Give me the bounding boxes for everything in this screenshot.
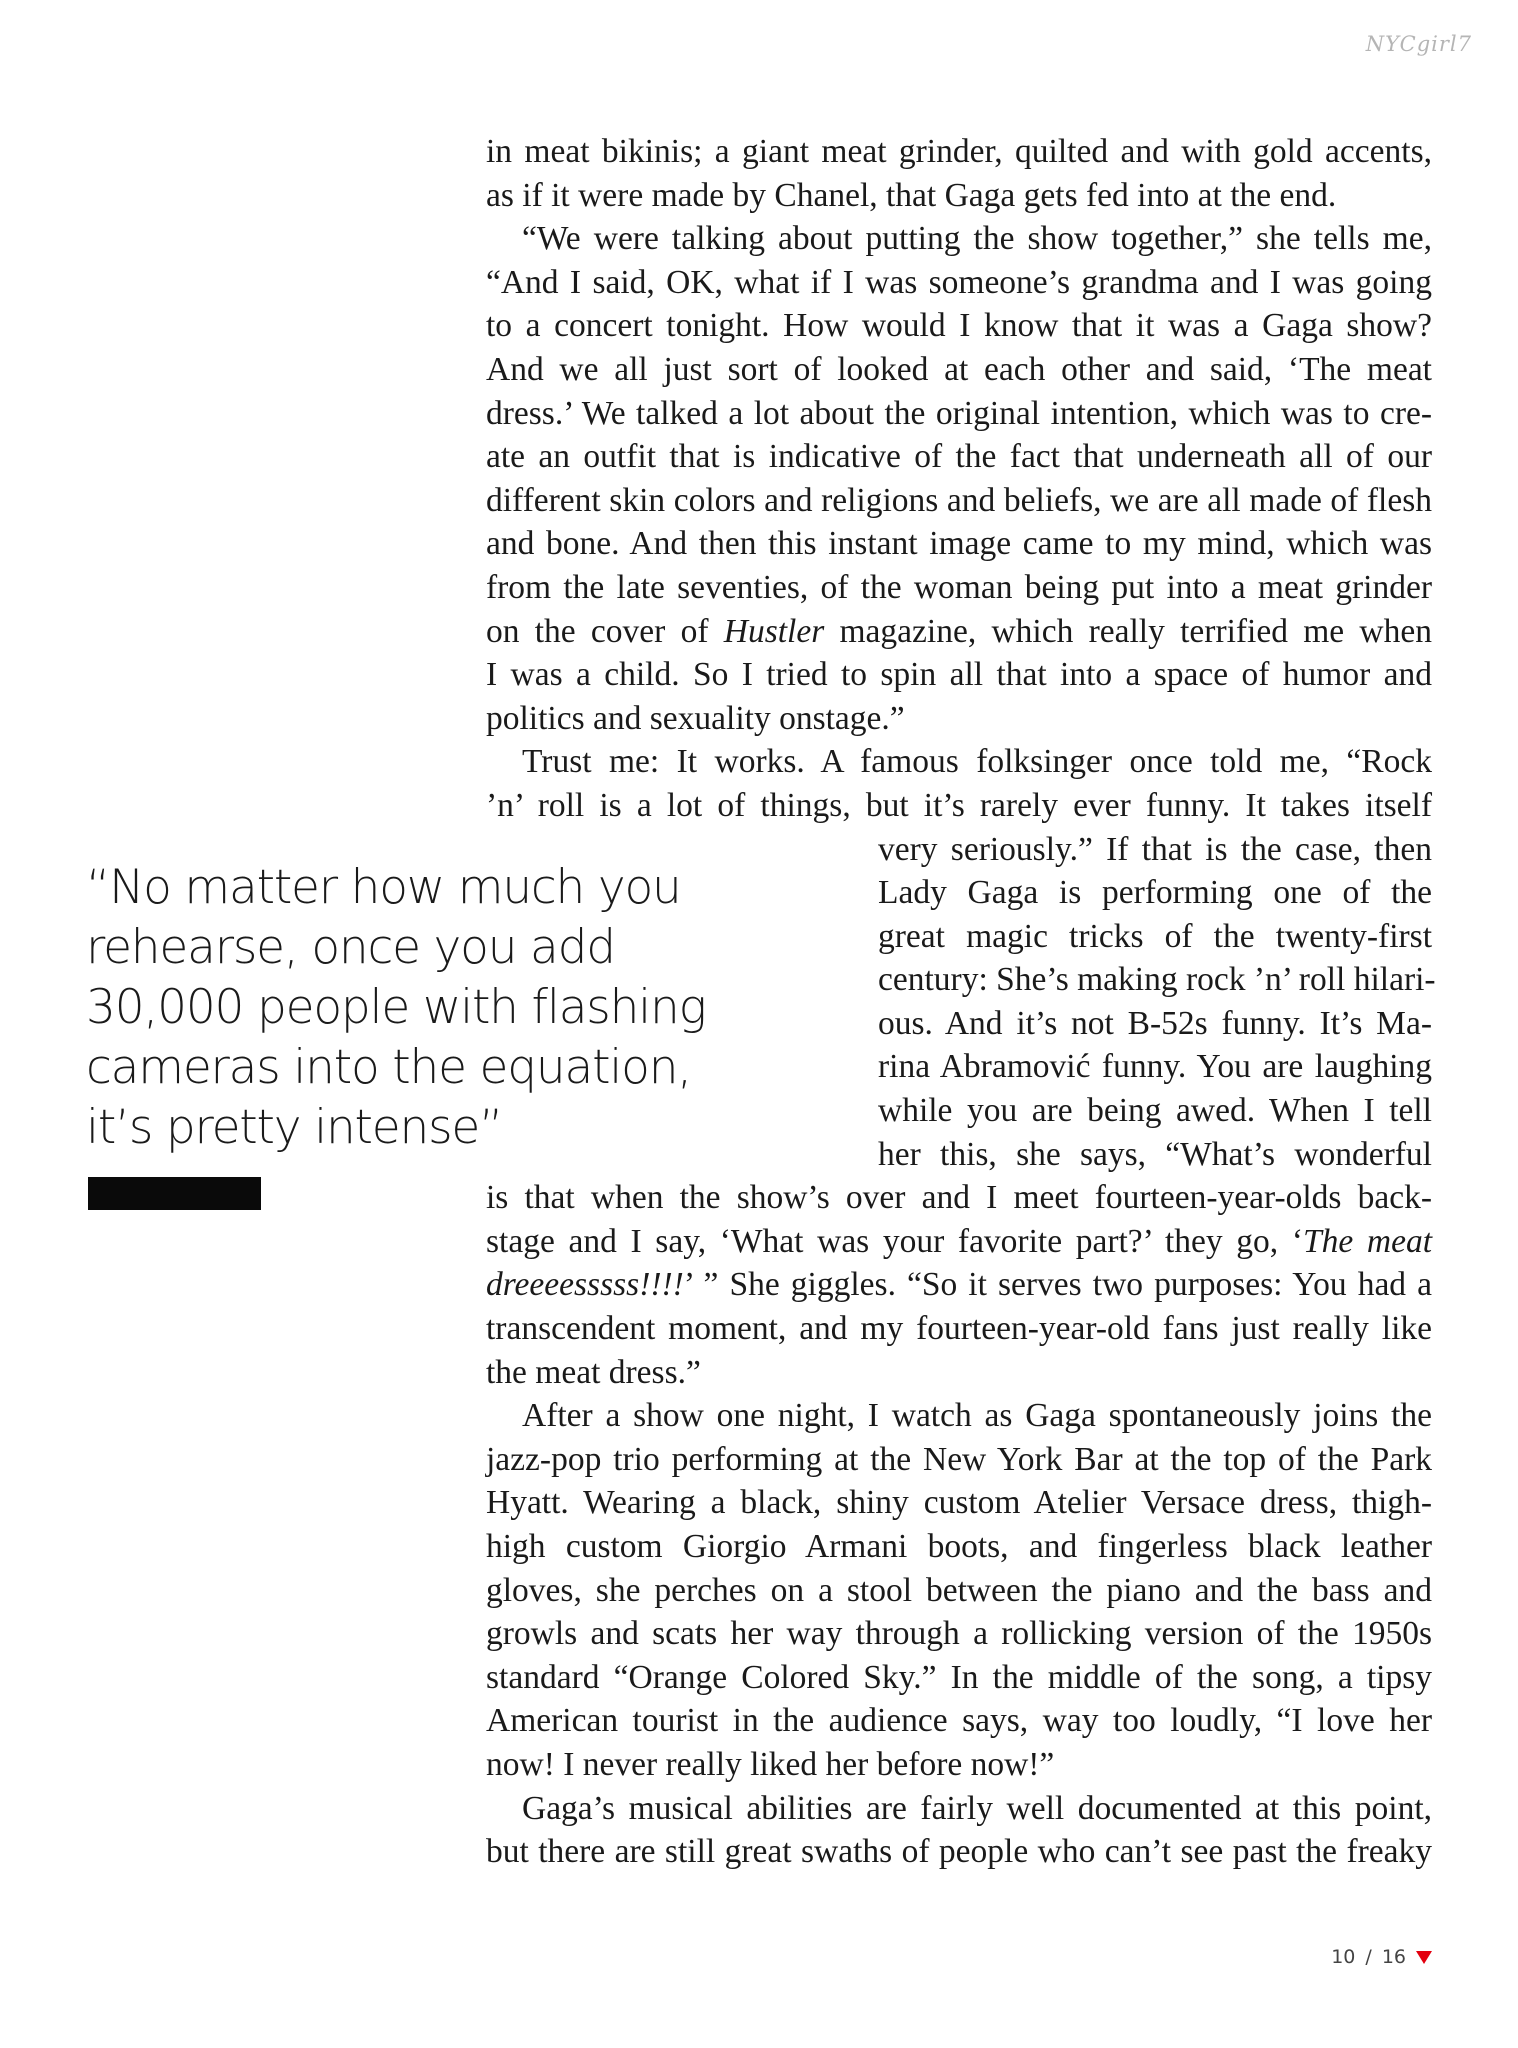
body-line: gloves, she perches on a stool between the piano and the bass and xyxy=(486,1571,1432,1609)
pull-quote xyxy=(86,858,726,1158)
page-indicator[interactable] xyxy=(1331,1946,1432,1968)
pull-quote-line: 30,000 people with flashing xyxy=(86,980,706,1035)
body-line: while you are being awed. When I tell xyxy=(878,1092,1432,1130)
body-line: “We were talking about putting the show together,” she tells me, xyxy=(522,220,1432,258)
italic-quote: The meat xyxy=(1302,1222,1432,1260)
magazine-title: Hustler xyxy=(723,612,825,650)
body-text-run: ’ ” She giggles. “So it serves two purposes: You had a xyxy=(683,1266,1432,1304)
body-line: as if it were made by Chanel, that Gaga gets fed into at the end. xyxy=(486,176,1337,214)
total-pages: 16 xyxy=(1381,1946,1406,1968)
body-line: Gaga’s musical abilities are fairly well documented at this point, xyxy=(522,1789,1432,1827)
body-line: American tourist in the audience says, way too loudly, “I love her xyxy=(486,1702,1432,1740)
body-line: growls and scats her way through a rollicking version of the 1950s xyxy=(486,1615,1432,1653)
body-line: Lady Gaga is performing one of the xyxy=(878,874,1432,912)
body-line: great magic tricks of the twenty-first xyxy=(878,917,1432,955)
body-line: from the late seventies, of the woman being put into a meat grinder xyxy=(486,568,1432,606)
current-page-number: 10 xyxy=(1331,1946,1356,1968)
redacted-attribution-bar xyxy=(88,1177,261,1210)
pull-quote-line: “No matter how much you xyxy=(86,860,681,915)
body-line: After a show one night, I watch as Gaga spontaneously joins the xyxy=(522,1397,1432,1435)
body-line: ous. And it’s not B-52s funny. It’s Ma- xyxy=(878,1004,1432,1042)
body-line: in meat bikinis; a giant meat grinder, quilted and with gold accents, xyxy=(486,133,1432,170)
body-line: ’n’ roll is a lot of things, but it’s rarely ever funny. It takes itself xyxy=(486,786,1432,824)
body-line: dress.’ We talked a lot about the original intention, which was to cre- xyxy=(486,394,1432,432)
body-line: and bone. And then this instant image came to my mind, which was xyxy=(486,525,1432,563)
body-line xyxy=(486,1263,1432,1307)
body-line: is that when the show’s over and I meet fourteen-year-olds back- xyxy=(486,1179,1432,1217)
body-text-run: stage and I say, ‘What was your favorite part?’ they go, ‘ xyxy=(486,1222,1303,1260)
body-line: “And I said, OK, what if I was someone’s grandma and I was going xyxy=(486,263,1432,301)
body-line: And we all just sort of looked at each other and said, ‘The meat xyxy=(486,350,1432,388)
body-text-run: on the cover of xyxy=(486,612,724,650)
body-line: high custom Giorgio Armani boots, and fingerless black leather xyxy=(486,1528,1432,1565)
italic-quote: dreeeesssss!!!! xyxy=(486,1266,684,1304)
body-line: politics and sexuality onstage.” xyxy=(486,699,905,737)
body-line: Hyatt. Wearing a black, shiny custom Atelier Versace dress, thigh- xyxy=(486,1484,1432,1522)
pull-quote-line: rehearse, once you add xyxy=(86,920,615,975)
page-separator: / xyxy=(1365,1946,1372,1968)
pull-quote-line: cameras into the equation, xyxy=(86,1040,692,1095)
body-line: to a concert tonight. How would I know that it was a Gaga show? xyxy=(486,307,1432,345)
pull-quote-line: it’s pretty intense” xyxy=(86,1100,503,1155)
body-text-run: magazine, which really terrified me when xyxy=(824,612,1432,650)
body-line: I was a child. So I tried to spin all that into a space of humor and xyxy=(486,656,1432,694)
body-line: the meat dress.” xyxy=(486,1353,701,1391)
body-line: her this, she says, “What’s wonderful xyxy=(878,1135,1432,1173)
body-line: very seriously.” If that is the case, then xyxy=(878,830,1432,868)
body-line: Trust me: It works. A famous folksinger once told me, “Rock xyxy=(522,743,1432,781)
body-line xyxy=(486,610,1432,654)
body-line: now! I never really liked her before now!” xyxy=(486,1745,1055,1783)
body-line: standard “Orange Colored Sky.” In the middle of the song, a tipsy xyxy=(486,1658,1432,1696)
body-line: ate an outfit that is indicative of the fact that underneath all of our xyxy=(486,438,1432,476)
body-line: transcendent moment, and my fourteen-year-old fans just really like xyxy=(486,1310,1432,1348)
watermark: NYCgirl7 xyxy=(1365,32,1472,56)
body-line: but there are still great swaths of people who can’t see past the freaky xyxy=(486,1833,1432,1871)
body-line: century: She’s making rock ’n’ roll hilari- xyxy=(878,961,1436,999)
body-line: jazz-pop trio performing at the New York Bar at the top of the Park xyxy=(486,1440,1432,1478)
body-line: different skin colors and religions and beliefs, we are all made of flesh xyxy=(486,481,1432,519)
body-line: rina Abramović funny. You are laughing xyxy=(878,1048,1432,1086)
body-line xyxy=(486,1220,1432,1264)
next-page-arrow-icon[interactable] xyxy=(1416,1951,1432,1964)
